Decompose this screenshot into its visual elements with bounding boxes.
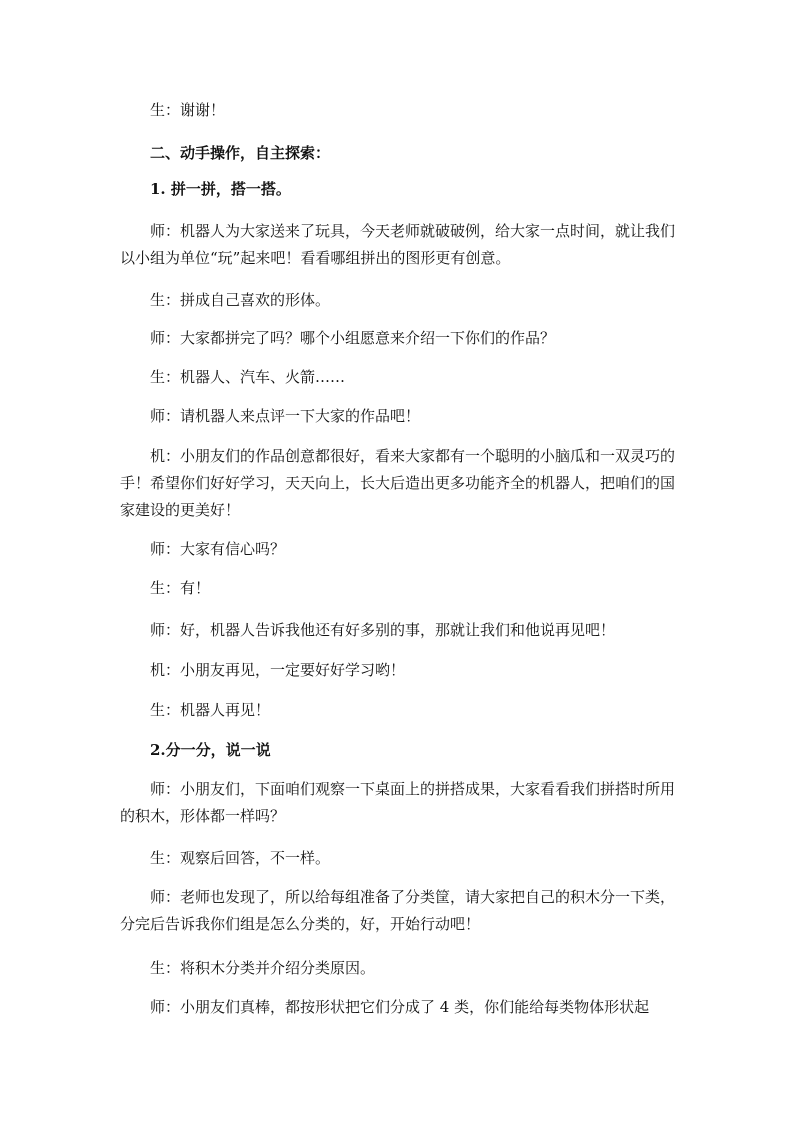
section-heading: 二、动手操作，自主探索： bbox=[150, 144, 331, 162]
dialogue-line: 师：大家有信心吗？ bbox=[150, 540, 286, 558]
dialogue-line: 生：将积木分类并介绍分类原因。 bbox=[150, 959, 376, 977]
dialogue-line: 师：小朋友们真棒，都按形状把它们分成了 4 类，你们能给每类物体形状起 bbox=[150, 998, 650, 1016]
dialogue-line: 生：观察后回答，不一样。 bbox=[150, 849, 331, 867]
subsection-heading: 1. 拼一拼，搭一搭。 bbox=[150, 180, 291, 198]
dialogue-line: 生：拼成自己喜欢的形体。 bbox=[150, 291, 331, 309]
dialogue-line: 师：请机器人来点评一下大家的作品吧！ bbox=[150, 407, 421, 425]
dialogue-line: 机：小朋友再见，一定要好好学习哟！ bbox=[150, 661, 406, 679]
dialogue-line: 生：有！ bbox=[150, 579, 211, 597]
dialogue-line: 师：机器人为大家送来了玩具，今天老师就破破例，给大家一点时间，就让我们以小组为单位“玩”起来吧！看看哪组拼出的图形更有创意。 bbox=[120, 222, 676, 267]
dialogue-line: 生：机器人、汽车、火箭…… bbox=[150, 368, 346, 386]
dialogue-line: 师：老师也发现了，所以给每组准备了分类筐，请大家把自己的积木分一下类，分完后告诉我你们组是怎么分类的，好，开始行动吧！ bbox=[120, 888, 676, 933]
dialogue-line: 机：小朋友们的作品创意都很好，看来大家都有一个聪明的小脑瓜和一双灵巧的手！希望你们好好学习，天天向上，长大后造出更多功能齐全的机器人，把咱们的国家建设的更美好！ bbox=[120, 447, 676, 519]
dialogue-line: 师：小朋友们，下面咱们观察一下桌面上的拼搭成果，大家看看我们拼搭时所用的积木，形体都一样吗？ bbox=[120, 780, 676, 825]
dialogue-line: 生：谢谢！ bbox=[150, 101, 226, 119]
dialogue-line: 师：好，机器人告诉我他还有好多别的事，那就让我们和他说再见吧！ bbox=[150, 621, 616, 639]
dialogue-line: 生：机器人再见！ bbox=[150, 701, 271, 719]
subsection-heading: 2.分一分，说一说 bbox=[150, 741, 271, 759]
dialogue-line: 师：大家都拼完了吗？哪个小组愿意来介绍一下你们的作品？ bbox=[150, 329, 556, 347]
